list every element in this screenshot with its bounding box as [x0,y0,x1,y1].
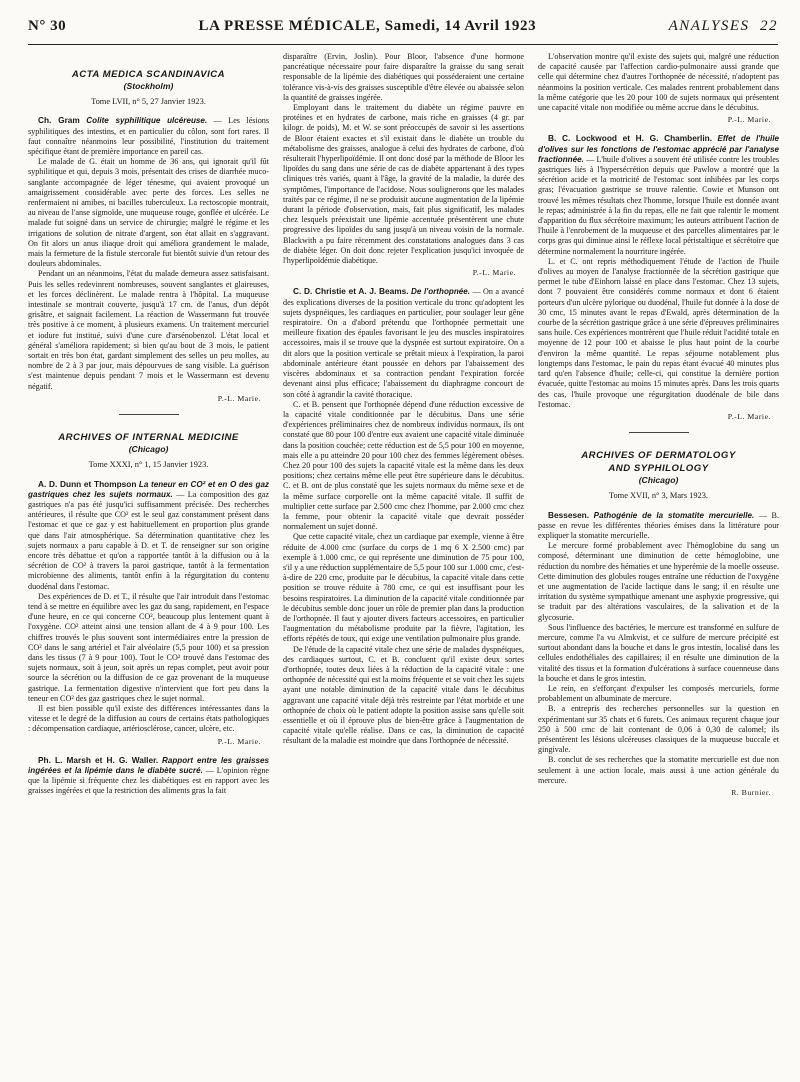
article-title: Effet de l'huile d'olives sur les fonctions de l'estomac apprécié par l'analyse fractionnée. [538,134,779,164]
article-author: B. C. Lockwood et H. G. Chamberlin. [548,133,713,144]
newspaper-title: LA PRESSE MÉDICALE, Samedi, 14 Avril 1923 [198,18,537,34]
column-2 [283,52,524,1072]
article-paragraph: Le malade de G. était un homme de 36 ans, qui ignorait qu'il fût syphilitique et qui, depuis 3 mois, présentait des crises de diarrhée muco-sanglante accompagnée de léger ténesme, qui avaient provoqué un amaigrissement considérable avec perte des forces. Les selles ne renfermaient ni amibes, ni bacilles tuberculeux. La rectoscopie montrait, au niveau de l'anse sigmoïde, une muqueuse rouge, gonflée et ulcérée. Le malade fut soigné dans un service de chirurgie; malgré le régime et les irrigations de solution de nitrate d'argent, son état allait en s'aggravant. On fit alors un anus iliaque droit qui améliora grandement le malade, mais la fermeture de la fistule stercorale fut bientôt suivie d'un retour des douleurs abdominales. [28,157,269,269]
article-lockwood [538,133,779,256]
article-paragraph: De l'étude de la capacité vitale chez une série de malades dyspnéiques, des cardiaques surtout, C. et B. concluent qu'il existe deux sortes d'orthopnée, toutes deux liées à la réduction de la capacité vitale : une orthopnée de nécessité qui est la moins fréquente et se voit chez les sujets ayant une notable diminution de la capacité vitale dans le décubitus aggravant une capacité vitale déjà très restreinte par l'état morbide et une orthopnée de choix où le patient adopte la position assise sans qu'elle soit essentielle et où il éprouve plus de bien-être grâce à l'augmentation de capacité vitale qu'elle réalise. Dans ce cas, la diminution de capacité résultant de la maladie est moindre que dans l'orthopnée de nécessité. [283,644,524,746]
article-paragraph: Il est bien possible qu'il existe des différences intéressantes dans la vitesse et le degré de la diffusion au cours de certains états pathologiques : décompensation cardiaque, artériosclérose, cancer, ulcère, etc. [28,703,269,734]
article-paragraph: L. et C. ont repris méthodiquement l'étude de l'action de l'huile d'olives au moyen de l'analyse fractionnée de la sécrétion gastrique que permet le tube d'Einhorn laissé en place dans l'estomac. Chez 13 sujets, dont 7 pouvaient être considérés comme normaux et dont 6 étaient porteurs d'un ulcère pylorique ou duodénal, l'huile fut donnée à la dose de 30 cmc, 15 minutes avant le repas d'Ewald, après détermination de la courbe de la sécrétion gastrique grâce à une série d'épreuves préliminaires sans huile. Ces expériences montrèrent que l'huile réduit l'acidité totale en moyenne de 12 pour 100 et abaisse le plus haut point de la courbe d'environ la même quantité. Le repas séjourne notablement plus longtemps dans l'estomac, le pain du repas étant évacué 40 minutes plus tard qu'en l'absence d'huile; celle-ci, qui constitue la dernière portion évacuée, quitte l'estomac au moins 15 minutes après. Dans les trois quarts des cas, l'huile provoque une régurgitation duodénale de bile dans l'estomac. [538,256,779,409]
article-author: Ch. Gram [38,115,80,126]
journal-title: ACTA MEDICA SCANDINAVICA [71,69,226,80]
article-paragraph: L'observation montre qu'il existe des sujets qui, malgré une réduction de capacité causée par l'affection cardio-pulmonaire aussi grande que celle qui détermine chez d'autres l'orthopnée de nécessité, n'adoptent pas néanmoins la position verticale. Ces malades rentrent probablement dans la même catégorie que les 20 pour 100 de sujets normaux qui présentent une capacité vitale non modifiée ou même accrue dans le décubitus. [538,52,779,113]
journal-title-line: AND SYPHILOLOGY [608,463,709,475]
column-1 [28,52,269,1072]
article-bessesen [538,510,779,542]
article-signature: P.-L. Marie. [727,115,771,125]
journal-volume: Tome LVII, n° 5, 27 Janvier 1923. [91,97,206,107]
page-number: N° 30 [28,18,67,34]
journal-place: (Chicago) [128,444,169,455]
journal-title [538,449,779,475]
journal-place: (Chicago) [638,475,679,486]
article-text: — B. passe en revue les différentes théories émises dans la littérature pour expliquer la stomatite mercurielle. [538,510,779,540]
article-paragraph: Sous l'influence des bactéries, le mercure est transformé en sulfure de mercure, comme l'a vu Almkvist, et ce sulfure de mercure précipité est surtout abondant dans la bouche et dans le gros intestin, localisé dans les cellules endothéliales des capillaires; il en résulte une diminution de la vitalité des tissus et la formation d'ulcérations à surface couenneuse dans la bouche et dans le gros intestin. [538,622,779,683]
article-title: De l'orthopnée. [411,287,471,297]
article-paragraph: Employant dans le traitement du diabète un régime pauvre en protéines et en hydrates de carbone, mais riche en graisses (4 gr. par kilogr. de poids), M. et W. se sont préoccupés de savoir si les assertions de Bloor étaient exactes et s'il existait dans le diabète un trouble du métabolisme des graisses, analogue à celui des hydrates de carbone, d'où résulterait l'hyperlipoïdémie. Il ont donc dosé par la méthode de Bloor les lipoïdes du sang dans une série de cas de diabète appartenant à des types cliniques très variés, quant à l'âge, la gravité de la maladie, la durée des symptômes, l'importance de l'acidose. Nous soulignerons que les malades traités par ce régime, il ne se produisit aucune augmentation de la lipémie durant la période d'observation, mais, fait plus significatif, les malades chez lesquels préexistait une lipémie accentuée présentèrent une chute progressive des lipoïdes du sang jusqu'à un niveau voisin de la normale. Blackwith a pu faire récemment des constatations analogues dans 3 cas de diabète léger. On doit donc rejeter l'explication jusqu'ici invoquée de l'hyperlipoïdémie diabétique. [283,103,524,266]
article-paragraph: disparaître (Ervin, Joslin). Pour Bloor, l'absence d'une hormone pancréatique nécessaire pour faire disparaître la graisse du sang serait responsable de la lipémie des diabétiques qui posséderaient une certaine tolérance vis-à-vis des graisses susceptible d'être élevée ou abaissée selon la quantité de graisses ingérée. [283,52,524,102]
article-paragraph: Pendant un an néanmoins, l'état du malade demeura assez satisfaisant. Puis les selles redevinrent nombreuses, souvent sanglantes et glaireuses, et les forces déclinèrent. Le malade rentra à l'hôpital. La muqueuse intestinale se montrait couverte, jusqu'à 17 cm. de l'anus, d'un dépôt grisâtre, et saignait facilement. La réaction de Wassermann fut trouvée très positive à ce moment, à plusieurs examens. Un traitement mercuriel et iodure fut institué, suivi d'une cure d'arsénobenzol. L'état local et général s'améliora rapidement; si bien qu'au bout de 3 mois, le patient sortait en très bon état, gardant simplement des selles un peu molles, au nombre de 2 à 3 par jour, mais dépourvues de sang visible. La guérison s'est maintenue depuis pendant 7 mois et le Wassermann est devenu négatif. [28,269,269,391]
article-signature: R. Burnier. [731,788,771,797]
article-author: A. D. Dunn et Thompson [38,478,137,489]
article-title: Rapport entre les graisses ingérées et la lipémie dans le diabète sucré. [28,755,269,775]
article-title: La teneur en CO² et en O des gaz gastriques chez les sujets normaux. [28,479,269,499]
section-divider [119,414,179,415]
article-gram [28,115,269,157]
article-paragraph: B. a entrepris des recherches personnelles sur la question en expérimentant sur 35 chats et 6 furets. Ces animaux reçurent chaque jour 250 à 500 cmc de lait contenant de 0,06 à 0,30 de calomel; ils présentèrent les lésions ulcéreuses classiques de la muqueuse buccale et gingivale. [538,704,779,755]
section-name: ANALYSES [668,18,750,34]
journal-place: (Stockholm) [123,81,174,91]
article-author: Ph. L. Marsh et H. G. Waller. [38,754,159,765]
article-title: Pathogénie de la stomatite mercurielle. [593,510,755,520]
journal-volume: Tome XVII, n° 3, Mars 1923. [608,491,709,501]
article-paragraph: Le rein, en s'efforçant d'expulser les composés mercuriels, forme probablement un albuminate de mercure. [538,683,779,704]
article-text: — Les lésions syphilitiques des intestins, et en particulier du côlon, sont fort rares. Il faut connaître néanmoins leur possibilité, l'institution du traitement spécifique étant de première importance en pareil cas. [28,116,269,157]
article-columns [28,52,780,1072]
section-page: 22 [760,18,778,34]
article-paragraph: C. et B. pensent que l'orthopnée dépend d'une réduction excessive de la capacité vitale conditionnée par le décubitus. Dans une série d'expériences préliminaires chez de nombreux individus normaux, ils ont constaté que 80 pour 100 d'entre eux avaient une capacité vitale diminuée dans la position couchée; cette réduction est de 5,5 pour 100 en moyenne, mais elle a pu atteindre 20 pour 100 chez des femmes légèrement obèses. Chez 20 pour 100 des sujets la capacité vitale est la même dans les deux positions; chez certains même elle peut être supérieure dans le décubitus. C. et B. ont de plus constaté que les sujets normaux du même sexe et de la même surface corporelle ont la même capacité vitale. Il suffit de multiplier cette surface par 2.500 cmc chez l'homme, par 2.000 cmc chez la femme, pour obtenir la capacité vitale que devrait posséder normalement un sujet donné. [283,399,524,532]
article-text: — L'huile d'olives a souvent été utilisée contre les troubles gastriques liés à l'hypersécrétion depuis que Pawlow a montré que la sécrétion acide et la motricité de l'estomac sont inhibées par les corps gras; l'évacuation gastrique se trouve ralentie. Cowie et Munson ont trouvé les mêmes résultats chez l'homme, lorsque l'huile est donnée avant le repas; administrée à la fin du repas, elle ne fait que ralentir le moment d'apparition du flux sécrétoire maximum; les auteurs attribuent l'action de l'huile à l'enrobement de la muqueuse et des parcelles alimentaires par le corps gras qui diminue ainsi le réflexe local péristaltique et sécrétoire que détermine normalement la nourriture ingérée. [538,154,779,256]
article-marsh [28,755,269,797]
article-paragraph: Le mercure formé probablement avec l'hémoglobine du sang un composé, déterminant une diminution de cette hémoglobine, une réduction du nombre des hématies et une hyperémie de la moelle osseuse. Cette diminution des globules rouges entraîne une réduction de l'oxygène et une augmentation de l'acide lactique dans le sang; il en résulte une irritation du système sympathique amenant une asphyxie progressive, qui se traduit par des altérations vasculaires, de la salivation et de la glycosurie. [538,541,779,622]
journal-volume: Tome XXXI, n° 1, 15 Janvier 1923. [88,460,209,470]
article-text: — La composition des gaz gastriques n'a pas été jusqu'ici suffisamment précisée. Des recherches antérieures, il résulte que CO² est le seul gaz constamment présent dans l'estomac et que ce gaz y est habituellement en proportion plus grande que dans l'air atmosphérique. Sa détermination quantitative chez les sujets normaux a paru capable à D. et T. de renseigner sur son origine encore très débattue et qu'on a rapportée tantôt à la diffusion ou à la sécrétion de CO² à travers la paroi gastrique, tantôt à la fermentation microbienne des aliments, tantôt enfin à la régurgitation du contenu duodénal dans l'estomac. [28,489,269,591]
article-signature: P.-L. Marie. [217,736,261,746]
journal-title: ARCHIVES OF INTERNAL MEDICINE [58,432,239,444]
article-paragraph: B. conclut de ses recherches que la stomatite mercurielle est due non seulement à une action locale, mais aussi à une action générale du mercure. [538,755,779,785]
column-3 [538,52,779,1072]
article-signature: P.-L. Marie. [472,268,516,278]
article-text: — L'opinion règne que la lipémie si fréquente chez les diabétiques est en rapport avec les graisses ingérées et que la restriction des aliments gras la fait [28,765,269,796]
article-signature: P.-L. Marie. [727,411,771,421]
article-title: Colite syphilitique ulcéreuse. [86,116,208,126]
article-author: C. D. Christie et A. J. Beams. [293,286,409,297]
article-paragraph: Que cette capacité vitale, chez un cardiaque par exemple, vienne à être réduite de 4.000 cmc (surface du corps de 1 mq 6 X 2.500 cmc) par exemple à 1.000 cmc, ce qui représente une diminution de 75 pour 100, s'il y a une réduction supplémentaire de 5,5 pour 100 sur 1.000 cmc, c'est-à-dire de 220 cmc, produite par le décubitus, la capacité vitale dans cette position se trouve réduite à 780 cmc, ce qui est insuffisant pour les besoins respiratoires. La diminution de la capacité vitale conditionnée par le décubitus semble donc jouer un rôle de premier plan dans la production de l'orthopnée. Il faut y ajouter divers facteurs accessoires, en particulier l'augmentation du métabolisme produite par la fièvre, l'agitation, les efforts répétés de toux, qui exige une ventilation pulmonaire plus grande. [283,532,524,644]
page-header [28,18,778,44]
section-label [669,18,778,35]
article-christie [283,286,524,399]
article-dunn [28,479,269,592]
section-divider [629,432,689,433]
article-signature: P.-L. Marie. [217,393,261,403]
article-author: Bessesen. [548,509,590,520]
article-text: — On a avancé des explications diverses de la position verticale du tronc qu'adoptent les sujets dyspnéiques, les cardiaques en particulier, pour soulager leur gêne respiratoire. On a d'abord prétendu que l'orthopnée permettait une meilleure fixation des épaules favorisant le jeu des muscles inspiratoires accessoires, mais il se trouve que la dyspnée est surtout expiratoire. On a dit alors que la position verticale se prêtait mieux à l'expiration, la paroi abdominale antérieure étant poussée en dehors par l'abaissement des viscères abdominaux et sa contraction pendant l'expiration forcée devenant ainsi plus efficace; l'abaissement du diaphragme concourt de son côté à agrandir la cavité thoracique. [283,287,524,399]
article-paragraph: Des expériences de D. et T., il résulte que l'air introduit dans l'estomac tend à se mettre en équilibre avec les gaz du sang, rapidement, en l'espace d'une heure, en ce qui concerne CO², beaucoup plus lentement quant à l'oxygène. CO² atteint ainsi une tension allant de 4 à 9 pour 100. Les chiffres trouvés le plus souvent sont intermédiaires entre la pression de CO² dans le sang artériel et l'air alvéolaire (5,5 pour 100) et sa pression dans les tissus (7 à 9 pour 100). Tout le CO² trouvé dans l'estomac des sujets normaux, soit à jeun, soit après un repas complet, peut avoir pour source la sécrétion ou la diffusion de ce gaz provenant de la muqueuse gastrique. La fermentation digestive n'intervient que fort peu dans la teneur en CO² des gaz gastriques chez le sujet normal. [28,591,269,703]
header-rule [28,44,778,45]
journal-title-line: ARCHIVES OF DERMATOLOGY [581,450,736,462]
